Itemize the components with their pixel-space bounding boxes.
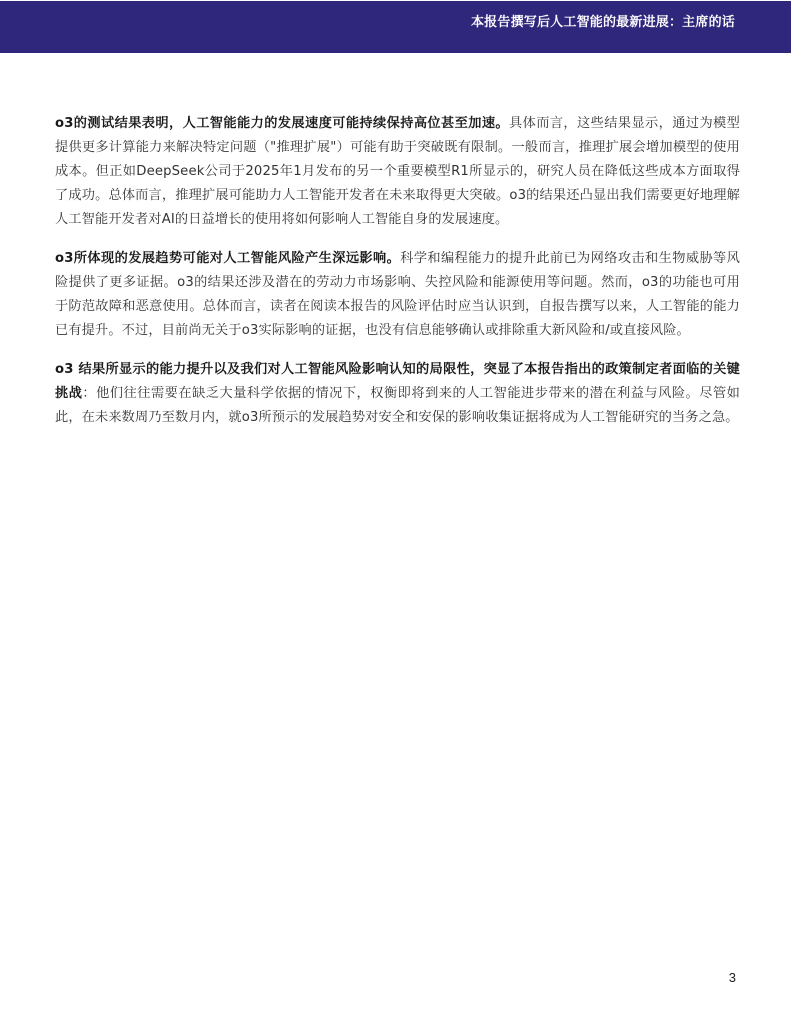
header-title: 本报告撰写后人工智能的最新进展：主席的话 xyxy=(470,15,735,30)
paragraph-lead: o3所体现的发展趋势可能对人工智能风险产生深远影响。 xyxy=(55,251,401,266)
paragraph-text: ：他们往往需要在缺乏大量科学依据的情况下，权衡即将到来的人工智能进步带来的潜在利益与风险。尽管如此，在未来数周乃至数月内，就o3所预示的发展趋势对安全和安保的影响收集证据将成为人工智能研究的当务之急。 xyxy=(55,386,740,425)
document-body xyxy=(55,112,740,445)
paragraph-o3-test-results xyxy=(55,112,740,232)
paragraph-text: 科学和编程能力的提升此前已为网络攻击和生物威胁等风险提供了更多证据。o3的结果还涉及潜在的劳动力市场影响、失控风险和能源使用等问题。然而，o3的功能也可用于防范故障和恶意使用。总体而言，读者在阅读本报告的风险评估时应当认识到，自报告撰写以来，人工智能的能力已有提升。不过，目前尚无关于o3实际影响的证据，也没有信息能够确认或排除重大新风险和/或直接风险。 xyxy=(55,251,740,338)
paragraph-o3-risk-impact xyxy=(55,247,740,343)
paragraph-lead: o3 结果所显示的能力提升以及我们对人工智能风险影响认知的局限性，突显了本报告指出的政策制定者面临的关键挑战 xyxy=(55,362,740,401)
paragraph-policy-challenge xyxy=(55,358,740,430)
paragraph-text: 具体而言，这些结果显示，通过为模型提供更多计算能力来解决特定问题（"推理扩展"）可能有助于突破既有限制。一般而言，推理扩展会增加模型的使用成本。但正如DeepSeek公司于2025年1月发布的另一个重要模型R1所显示的，研究人员在降低这些成本方面取得了成功。总体而言，推理扩展可能助力人工智能开发者在未来取得更大突破。o3的结果还凸显出我们需要更好地理解人工智能开发者对AI的日益增长的使用将如何影响人工智能自身的发展速度。 xyxy=(55,116,740,227)
page-number: 3 xyxy=(728,970,736,985)
header-band xyxy=(0,1,791,53)
paragraph-lead: o3的测试结果表明，人工智能能力的发展速度可能持续保持高位甚至加速。 xyxy=(55,116,510,131)
